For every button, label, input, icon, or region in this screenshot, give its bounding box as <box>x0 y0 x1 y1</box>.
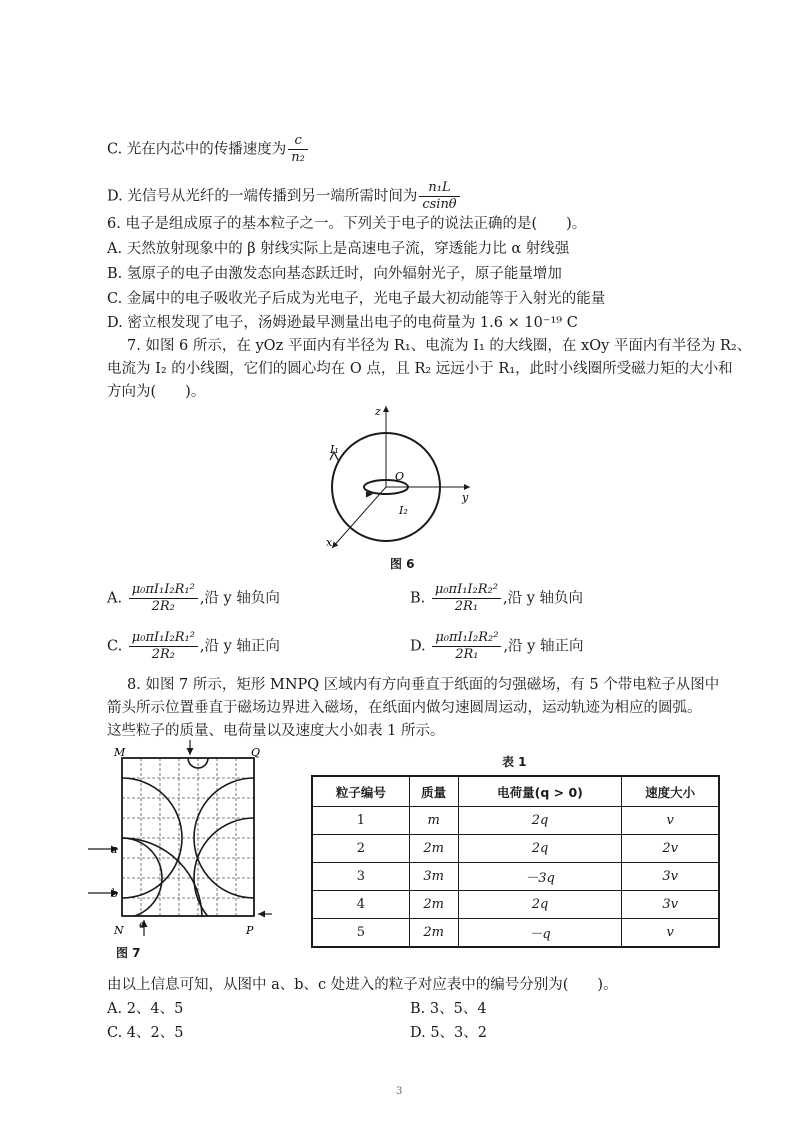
x-axis <box>332 487 386 548</box>
q6-option-b: B. 氢原子的电子由激发态向基态跃迁时，向外辐射光子，原子能量增加 <box>107 266 562 282</box>
q5-option-c-numerator: c <box>288 133 308 150</box>
q5-option-d <box>107 180 462 213</box>
q7-option-c-direction: ,沿 y 轴正向 <box>199 638 280 655</box>
figure-6-caption: 图 6 <box>390 557 415 571</box>
q7-stem-line-3: 方向为( )。 <box>107 384 206 400</box>
table-cell: 2m <box>409 835 458 863</box>
page-number: 3 <box>396 1086 403 1097</box>
table-cell: 5 <box>312 919 409 948</box>
q7-option-a <box>107 582 280 615</box>
q7-option-b-fraction <box>432 582 501 615</box>
table-row <box>312 891 719 919</box>
q5-option-c <box>107 133 310 166</box>
table-cell: 4 <box>312 891 409 919</box>
q7-option-d-direction: ,沿 y 轴正向 <box>503 638 584 655</box>
q8-option-a: A. 2、4、5 <box>107 1001 184 1017</box>
point-a-label: a <box>111 843 118 856</box>
q8-option-b: B. 3、5、4 <box>410 1001 487 1017</box>
axis-z-label: z <box>375 405 381 418</box>
q7-option-a-fraction <box>129 582 198 615</box>
table-row <box>312 863 719 891</box>
table-cell: 2m <box>409 919 458 948</box>
q5-option-c-denominator: n₂ <box>291 150 305 165</box>
table-row <box>312 919 719 948</box>
table-cell: 2m <box>409 891 458 919</box>
table-cell: 3 <box>312 863 409 891</box>
q7-option-b-direction: ,沿 y 轴负向 <box>502 590 584 607</box>
table-cell: 2v <box>622 835 719 863</box>
figure-7-caption: 图 7 <box>116 946 141 960</box>
table-cell: 3v <box>622 891 719 919</box>
table-header-row <box>312 776 719 807</box>
table-cell: 2q <box>458 807 622 835</box>
q7-option-b-numerator: μ₀πI₁I₂R₂² <box>432 582 501 599</box>
table-cell: 2q <box>458 835 622 863</box>
q7-option-c-denominator: 2R₂ <box>151 647 175 662</box>
q7-option-a-denominator: 2R₂ <box>151 599 175 614</box>
q7-option-b-denominator: 2R₁ <box>454 599 479 614</box>
table-header-cell: 电荷量(q > 0) <box>458 776 622 807</box>
corner-n-label: N <box>114 924 124 937</box>
q7-stem-line-1: 7. 如图 6 所示，在 yOz 平面内有半径为 R₁、电流为 I₁ 的大线圈，在 xOy 平面内有半径为 R₂、 <box>127 338 752 354</box>
q5-option-c-fraction <box>288 133 308 166</box>
q7-option-c <box>107 630 280 663</box>
q8-stem-line-1: 8. 如图 7 所示，矩形 MNPQ 区域内有方向垂直于纸面的匀强磁场，有 5 个带电粒子从图中 <box>127 677 720 693</box>
point-b-label: b <box>111 887 119 900</box>
q5-option-d-text: D. 光信号从光纤的一端传播到另一端所需时间为 <box>107 188 418 205</box>
figure-7 <box>86 738 276 938</box>
q7-option-b <box>410 582 583 615</box>
label-i1: I₁ <box>330 443 339 456</box>
q7-option-c-numerator: μ₀πI₁I₂R₁² <box>129 630 198 647</box>
q6-stem: 6. 电子是组成原子的基本粒子之一。下列关于电子的说法正确的是( )。 <box>107 216 587 232</box>
label-i2: I₂ <box>399 504 408 517</box>
q7-option-d-denominator: 2R₁ <box>455 647 479 662</box>
table-1 <box>311 775 720 948</box>
axis-x-label: x <box>326 536 333 549</box>
q8-option-d: D. 5、3、2 <box>410 1025 488 1041</box>
q8-stem-line-2: 箭头所示位置垂直于磁场边界进入磁场，在纸面内做匀速圆周运动，运动轨迹为相应的圆弧。 <box>107 700 702 716</box>
axis-y-label: y <box>462 491 469 504</box>
table-row <box>312 807 719 835</box>
q7-option-a-numerator: μ₀πI₁I₂R₁² <box>129 582 198 599</box>
table-cell: 1 <box>312 807 409 835</box>
q7-option-d <box>410 630 583 663</box>
table-header-cell: 质量 <box>409 776 458 807</box>
q5-option-d-numerator: n₁L <box>419 180 459 197</box>
q5-option-c-text: C. 光在内芯中的传播速度为 <box>107 141 287 158</box>
corner-m-label: M <box>114 746 126 759</box>
q7-option-a-letter: A. <box>107 590 123 607</box>
q7-option-b-letter: B. <box>410 590 426 607</box>
q5-option-d-fraction <box>419 180 459 213</box>
table-header-cell: 粒子编号 <box>312 776 409 807</box>
point-c-label: c <box>139 918 146 931</box>
corner-p-label: P <box>246 924 254 937</box>
table-cell: 3v <box>622 863 719 891</box>
table-cell: m <box>409 807 458 835</box>
q8-option-c: C. 4、2、5 <box>107 1025 184 1041</box>
table-cell: －3q <box>458 863 622 891</box>
q7-option-c-letter: C. <box>107 638 123 655</box>
label-o: O <box>395 470 405 483</box>
table-header-cell: 速度大小 <box>622 776 719 807</box>
table-cell: 2 <box>312 835 409 863</box>
table-cell: 3m <box>409 863 458 891</box>
table-1-caption: 表 1 <box>502 755 527 769</box>
figure-6 <box>310 398 490 558</box>
table-cell: －q <box>458 919 622 948</box>
q5-option-d-denominator: csinθ <box>422 197 457 212</box>
q7-option-d-fraction <box>432 630 501 663</box>
q6-option-a: A. 天然放射现象中的 β 射线实际上是高速电子流，穿透能力比 α 射线强 <box>107 241 570 257</box>
q7-option-c-fraction <box>129 630 198 663</box>
q7-stem-line-2: 电流为 I₂ 的小线圈，它们的圆心均在 O 点，且 R₂ 远远小于 R₁，此时小线圈所受磁力矩的大小和 <box>107 361 733 377</box>
table-cell: v <box>622 807 719 835</box>
table-cell: 2q <box>458 891 622 919</box>
corner-q-label: Q <box>251 746 261 759</box>
table-cell: v <box>622 919 719 948</box>
q6-option-d: D. 密立根发现了电子，汤姆逊最早测量出电子的电荷量为 1.6 × 10⁻¹⁹ C <box>107 315 578 331</box>
q8-stem-line-3: 这些粒子的质量、电荷量以及速度大小如表 1 所示。 <box>107 723 445 739</box>
q6-option-c: C. 金属中的电子吸收光子后成为光电子，光电子最大初动能等于入射光的能量 <box>107 291 606 307</box>
table-row <box>312 835 719 863</box>
q7-option-d-numerator: μ₀πI₁I₂R₂² <box>432 630 501 647</box>
q8-question: 由以上信息可知，从图中 a、b、c 处进入的粒子对应表中的编号分别为( )。 <box>107 977 618 993</box>
q7-option-a-direction: ,沿 y 轴负向 <box>199 590 280 607</box>
q7-option-d-letter: D. <box>410 638 426 655</box>
